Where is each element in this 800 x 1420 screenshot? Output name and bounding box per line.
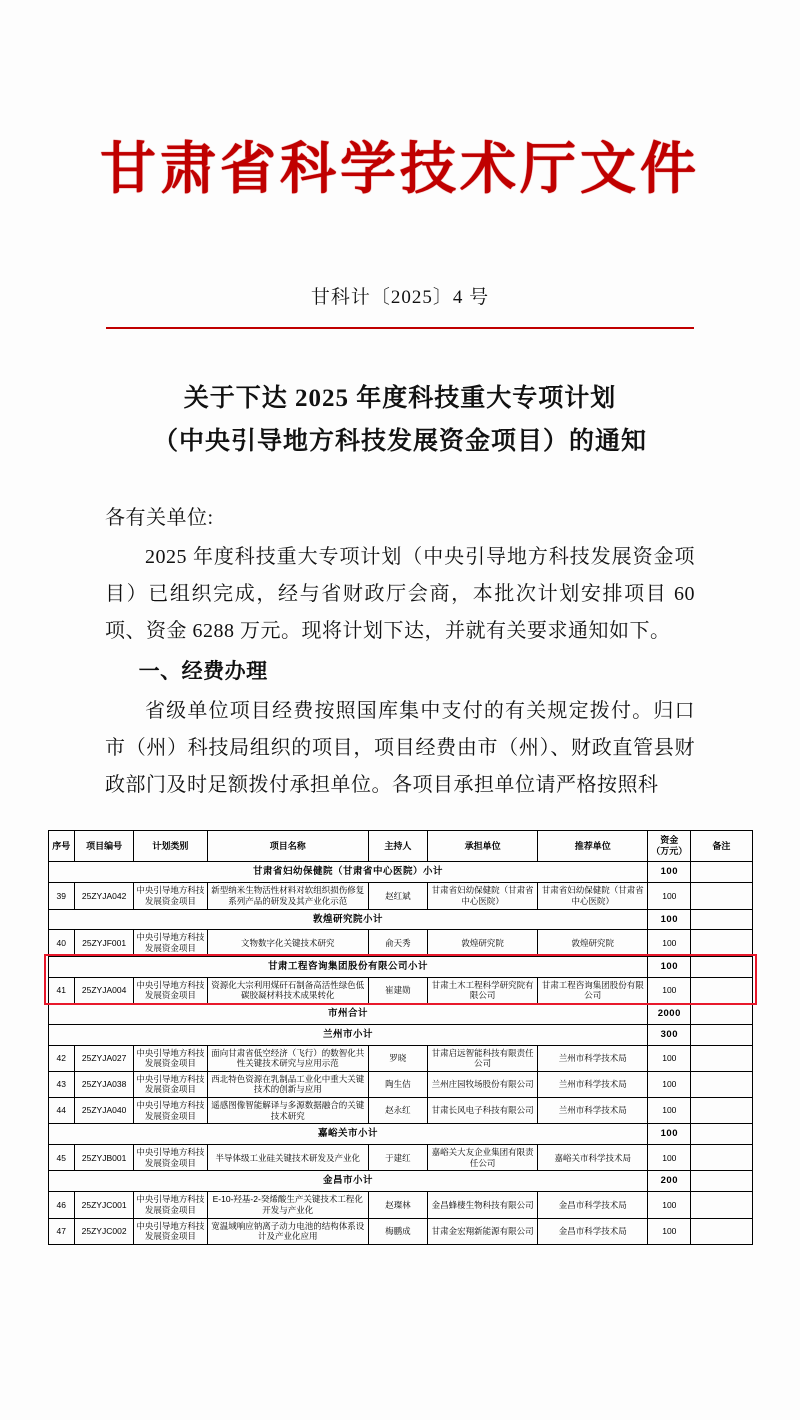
type-cell: 中央引导地方科技发展资金项目 xyxy=(134,1071,207,1097)
recommend-cell: 兰州市科学技术局 xyxy=(538,1071,648,1097)
recommend-cell: 甘肃工程咨询集团股份有限公司 xyxy=(538,977,648,1003)
recommend-cell: 金昌市科学技术局 xyxy=(538,1218,648,1244)
note-cell xyxy=(691,977,752,1003)
type-cell: 中央引导地方科技发展资金项目 xyxy=(134,930,207,956)
subtotal-fund: 100 xyxy=(648,909,691,930)
seq-cell: 46 xyxy=(48,1192,75,1218)
subtotal-fund: 100 xyxy=(648,862,691,883)
code-cell: 25ZYJB001 xyxy=(75,1145,134,1171)
subtotal-label: 敦煌研究院小计 xyxy=(48,909,648,930)
subtotal-label: 嘉峪关市小计 xyxy=(48,1124,648,1145)
note-cell xyxy=(691,1145,752,1171)
recommend-cell: 兰州市科学技术局 xyxy=(538,1098,648,1124)
seq-cell: 39 xyxy=(48,883,75,909)
fund-cell: 100 xyxy=(648,1192,691,1218)
seq-cell: 44 xyxy=(48,1098,75,1124)
type-cell: 中央引导地方科技发展资金项目 xyxy=(134,1145,207,1171)
seq-cell: 47 xyxy=(48,1218,75,1244)
type-cell: 中央引导地方科技发展资金项目 xyxy=(134,1098,207,1124)
col-header-fund-line1: 资金 xyxy=(660,834,679,845)
table-body xyxy=(48,862,752,1244)
subtotal-label: 金昌市小计 xyxy=(48,1171,648,1192)
subtotal-note xyxy=(691,1003,752,1024)
undertake-cell: 嘉峪关大友企业集团有限责任公司 xyxy=(428,1145,538,1171)
subtotal-label: 兰州市小计 xyxy=(48,1024,648,1045)
subtotal-label: 甘肃工程咨询集团股份有限公司小计 xyxy=(48,956,648,977)
table-row xyxy=(48,930,752,956)
fund-cell: 100 xyxy=(648,930,691,956)
col-header-seq: 序号 xyxy=(48,830,75,862)
seq-cell: 43 xyxy=(48,1071,75,1097)
code-cell: 25ZYJA027 xyxy=(75,1045,134,1071)
heading-line-1: 关于下达 2025 年度科技重大专项计划 xyxy=(183,384,617,412)
subtotal-label: 甘肃省妇幼保健院（甘肃省中心医院）小计 xyxy=(48,862,648,883)
code-cell: 25ZYJA040 xyxy=(75,1098,134,1124)
recommend-cell: 敦煌研究院 xyxy=(538,930,648,956)
note-cell xyxy=(691,930,752,956)
heading-line-2: （中央引导地方科技发展资金项目）的通知 xyxy=(152,428,647,456)
code-cell: 25ZYJA004 xyxy=(75,977,134,1003)
leader-cell: 梅鹏成 xyxy=(368,1218,427,1244)
table-header xyxy=(48,830,752,862)
table-subtotal-row xyxy=(48,1124,752,1145)
subtotal-fund: 200 xyxy=(648,1171,691,1192)
col-header-code: 项目编号 xyxy=(75,830,134,862)
table-subtotal-row xyxy=(48,862,752,883)
subtotal-fund: 100 xyxy=(648,1124,691,1145)
table-subtotal-row xyxy=(48,1003,752,1024)
note-cell xyxy=(691,1045,752,1071)
paragraph-1: 2025 年度科技重大专项计划（中央引导地方科技发展资金项目）已组织完成，经与省财政厅会商，本批次计划安排项目 60 项、资金 6288 万元。现将计划下达，并就有关要求通知如下。 xyxy=(105,546,695,643)
organization-title: 甘肃省科学技术厅文件 xyxy=(100,139,700,201)
col-header-fund xyxy=(648,830,691,862)
col-header-undertake: 承担单位 xyxy=(428,830,538,862)
seq-cell: 45 xyxy=(48,1145,75,1171)
red-divider xyxy=(106,327,694,329)
code-cell: 25ZYJA042 xyxy=(75,883,134,909)
seq-cell: 42 xyxy=(48,1045,75,1071)
col-header-fund-line2: （万元） xyxy=(651,846,688,857)
table-row xyxy=(48,1145,752,1171)
name-cell: 面向甘肃省低空经济（飞行）的数智化共性关键技术研究与应用示范 xyxy=(207,1045,368,1071)
subtotal-label: 市州合计 xyxy=(48,1003,648,1024)
plan-table-wrapper xyxy=(48,830,753,1245)
undertake-cell: 甘肃长风电子科技有限公司 xyxy=(428,1098,538,1124)
subtotal-fund: 100 xyxy=(648,956,691,977)
name-cell: 资源化大宗利用煤矸石制备高活性绿色低碳胶凝材料技术成果转化 xyxy=(207,977,368,1003)
note-cell xyxy=(691,1192,752,1218)
document-body xyxy=(105,500,695,804)
fund-cell: 100 xyxy=(648,1071,691,1097)
undertake-cell: 敦煌研究院 xyxy=(428,930,538,956)
fund-cell: 100 xyxy=(648,1145,691,1171)
table-row xyxy=(48,1045,752,1071)
subtotal-fund: 2000 xyxy=(648,1003,691,1024)
type-cell: 中央引导地方科技发展资金项目 xyxy=(134,883,207,909)
leader-cell: 赵永红 xyxy=(368,1098,427,1124)
code-cell: 25ZYJF001 xyxy=(75,930,134,956)
recommend-cell: 嘉峪关市科学技术局 xyxy=(538,1145,648,1171)
undertake-cell: 甘肃金宏翔新能源有限公司 xyxy=(428,1218,538,1244)
recommend-cell: 兰州市科学技术局 xyxy=(538,1045,648,1071)
document-heading xyxy=(105,377,695,465)
col-header-recommend: 推荐单位 xyxy=(538,830,648,862)
leader-cell: 崔建勋 xyxy=(368,977,427,1003)
subtotal-note xyxy=(691,1171,752,1192)
col-header-leader: 主持人 xyxy=(368,830,427,862)
table-subtotal-row xyxy=(48,1024,752,1045)
fund-cell: 100 xyxy=(648,1045,691,1071)
code-cell: 25ZYJA038 xyxy=(75,1071,134,1097)
code-cell: 25ZYJC001 xyxy=(75,1192,134,1218)
name-cell: 西北特色资源在乳制品工业化中重大关键技术的创新与应用 xyxy=(207,1071,368,1097)
code-cell: 25ZYJC002 xyxy=(75,1218,134,1244)
table-subtotal-row xyxy=(48,956,752,977)
table-row xyxy=(48,977,752,1003)
col-header-note: 备注 xyxy=(691,830,752,862)
subtotal-note xyxy=(691,909,752,930)
subtotal-note xyxy=(691,862,752,883)
note-cell xyxy=(691,1218,752,1244)
fund-cell: 100 xyxy=(648,977,691,1003)
fund-cell: 100 xyxy=(648,1218,691,1244)
table-row xyxy=(48,1192,752,1218)
salutation: 各有关单位: xyxy=(105,507,214,530)
undertake-cell: 甘肃土木工程科学研究院有限公司 xyxy=(428,977,538,1003)
leader-cell: 陶生佶 xyxy=(368,1071,427,1097)
undertake-cell: 金昌蜂棲生物科技有限公司 xyxy=(428,1192,538,1218)
col-header-type: 计划类别 xyxy=(134,830,207,862)
table-row xyxy=(48,1098,752,1124)
subtotal-note xyxy=(691,1124,752,1145)
leader-cell: 俞天秀 xyxy=(368,930,427,956)
subtotal-note xyxy=(691,956,752,977)
type-cell: 中央引导地方科技发展资金项目 xyxy=(134,977,207,1003)
name-cell: 遥感图像智能解译与多源数据融合的关键技术研究 xyxy=(207,1098,368,1124)
plan-table xyxy=(48,830,753,1245)
recommend-cell: 甘肃省妇幼保健院（甘肃省中心医院） xyxy=(538,883,648,909)
fund-cell: 100 xyxy=(648,883,691,909)
name-cell: E-10-羟基-2-癸烯酸生产关键技术工程化开发与产业化 xyxy=(207,1192,368,1218)
paragraph-2: 省级单位项目经费按照国库集中支付的有关规定拨付。归口市（州）科技局组织的项目，项目经费由市（州）、财政直管县财政部门及时足额拨付承担单位。各项目承担单位请严格按照科 xyxy=(105,699,695,796)
section-1-title: 一、经费办理 xyxy=(138,659,268,684)
col-header-name: 项目名称 xyxy=(207,830,368,862)
leader-cell: 赵璨林 xyxy=(368,1192,427,1218)
subtotal-fund: 300 xyxy=(648,1024,691,1045)
table-row xyxy=(48,883,752,909)
table-header-row xyxy=(48,830,752,862)
note-cell xyxy=(691,1098,752,1124)
undertake-cell: 兰州庄园牧场股份有限公司 xyxy=(428,1071,538,1097)
type-cell: 中央引导地方科技发展资金项目 xyxy=(134,1045,207,1071)
table-subtotal-row xyxy=(48,909,752,930)
type-cell: 中央引导地方科技发展资金项目 xyxy=(134,1218,207,1244)
type-cell: 中央引导地方科技发展资金项目 xyxy=(134,1192,207,1218)
seq-cell: 40 xyxy=(48,930,75,956)
leader-cell: 赵红斌 xyxy=(368,883,427,909)
name-cell: 文物数字化关键技术研究 xyxy=(207,930,368,956)
name-cell: 宽温域响应钠离子动力电池的结构体系设计及产业化应用 xyxy=(207,1218,368,1244)
recommend-cell: 金昌市科学技术局 xyxy=(538,1192,648,1218)
name-cell: 半导体级工业硅关键技术研发及产业化 xyxy=(207,1145,368,1171)
fund-cell: 100 xyxy=(648,1098,691,1124)
subtotal-note xyxy=(691,1024,752,1045)
undertake-cell: 甘肃启远智能科技有限责任公司 xyxy=(428,1045,538,1071)
seq-cell: 41 xyxy=(48,977,75,1003)
name-cell: 新型纳米生物活性材料对软组织损伤修复系列产品的研发及其产业化示范 xyxy=(207,883,368,909)
table-row xyxy=(48,1071,752,1097)
document-number: 甘科计〔2025〕4 号 xyxy=(310,286,490,308)
note-cell xyxy=(691,1071,752,1097)
leader-cell: 罗晓 xyxy=(368,1045,427,1071)
table-row xyxy=(48,1218,752,1244)
leader-cell: 于建红 xyxy=(368,1145,427,1171)
undertake-cell: 甘肃省妇幼保健院（甘肃省中心医院） xyxy=(428,883,538,909)
note-cell xyxy=(691,883,752,909)
document-header xyxy=(0,0,800,202)
table-subtotal-row xyxy=(48,1171,752,1192)
